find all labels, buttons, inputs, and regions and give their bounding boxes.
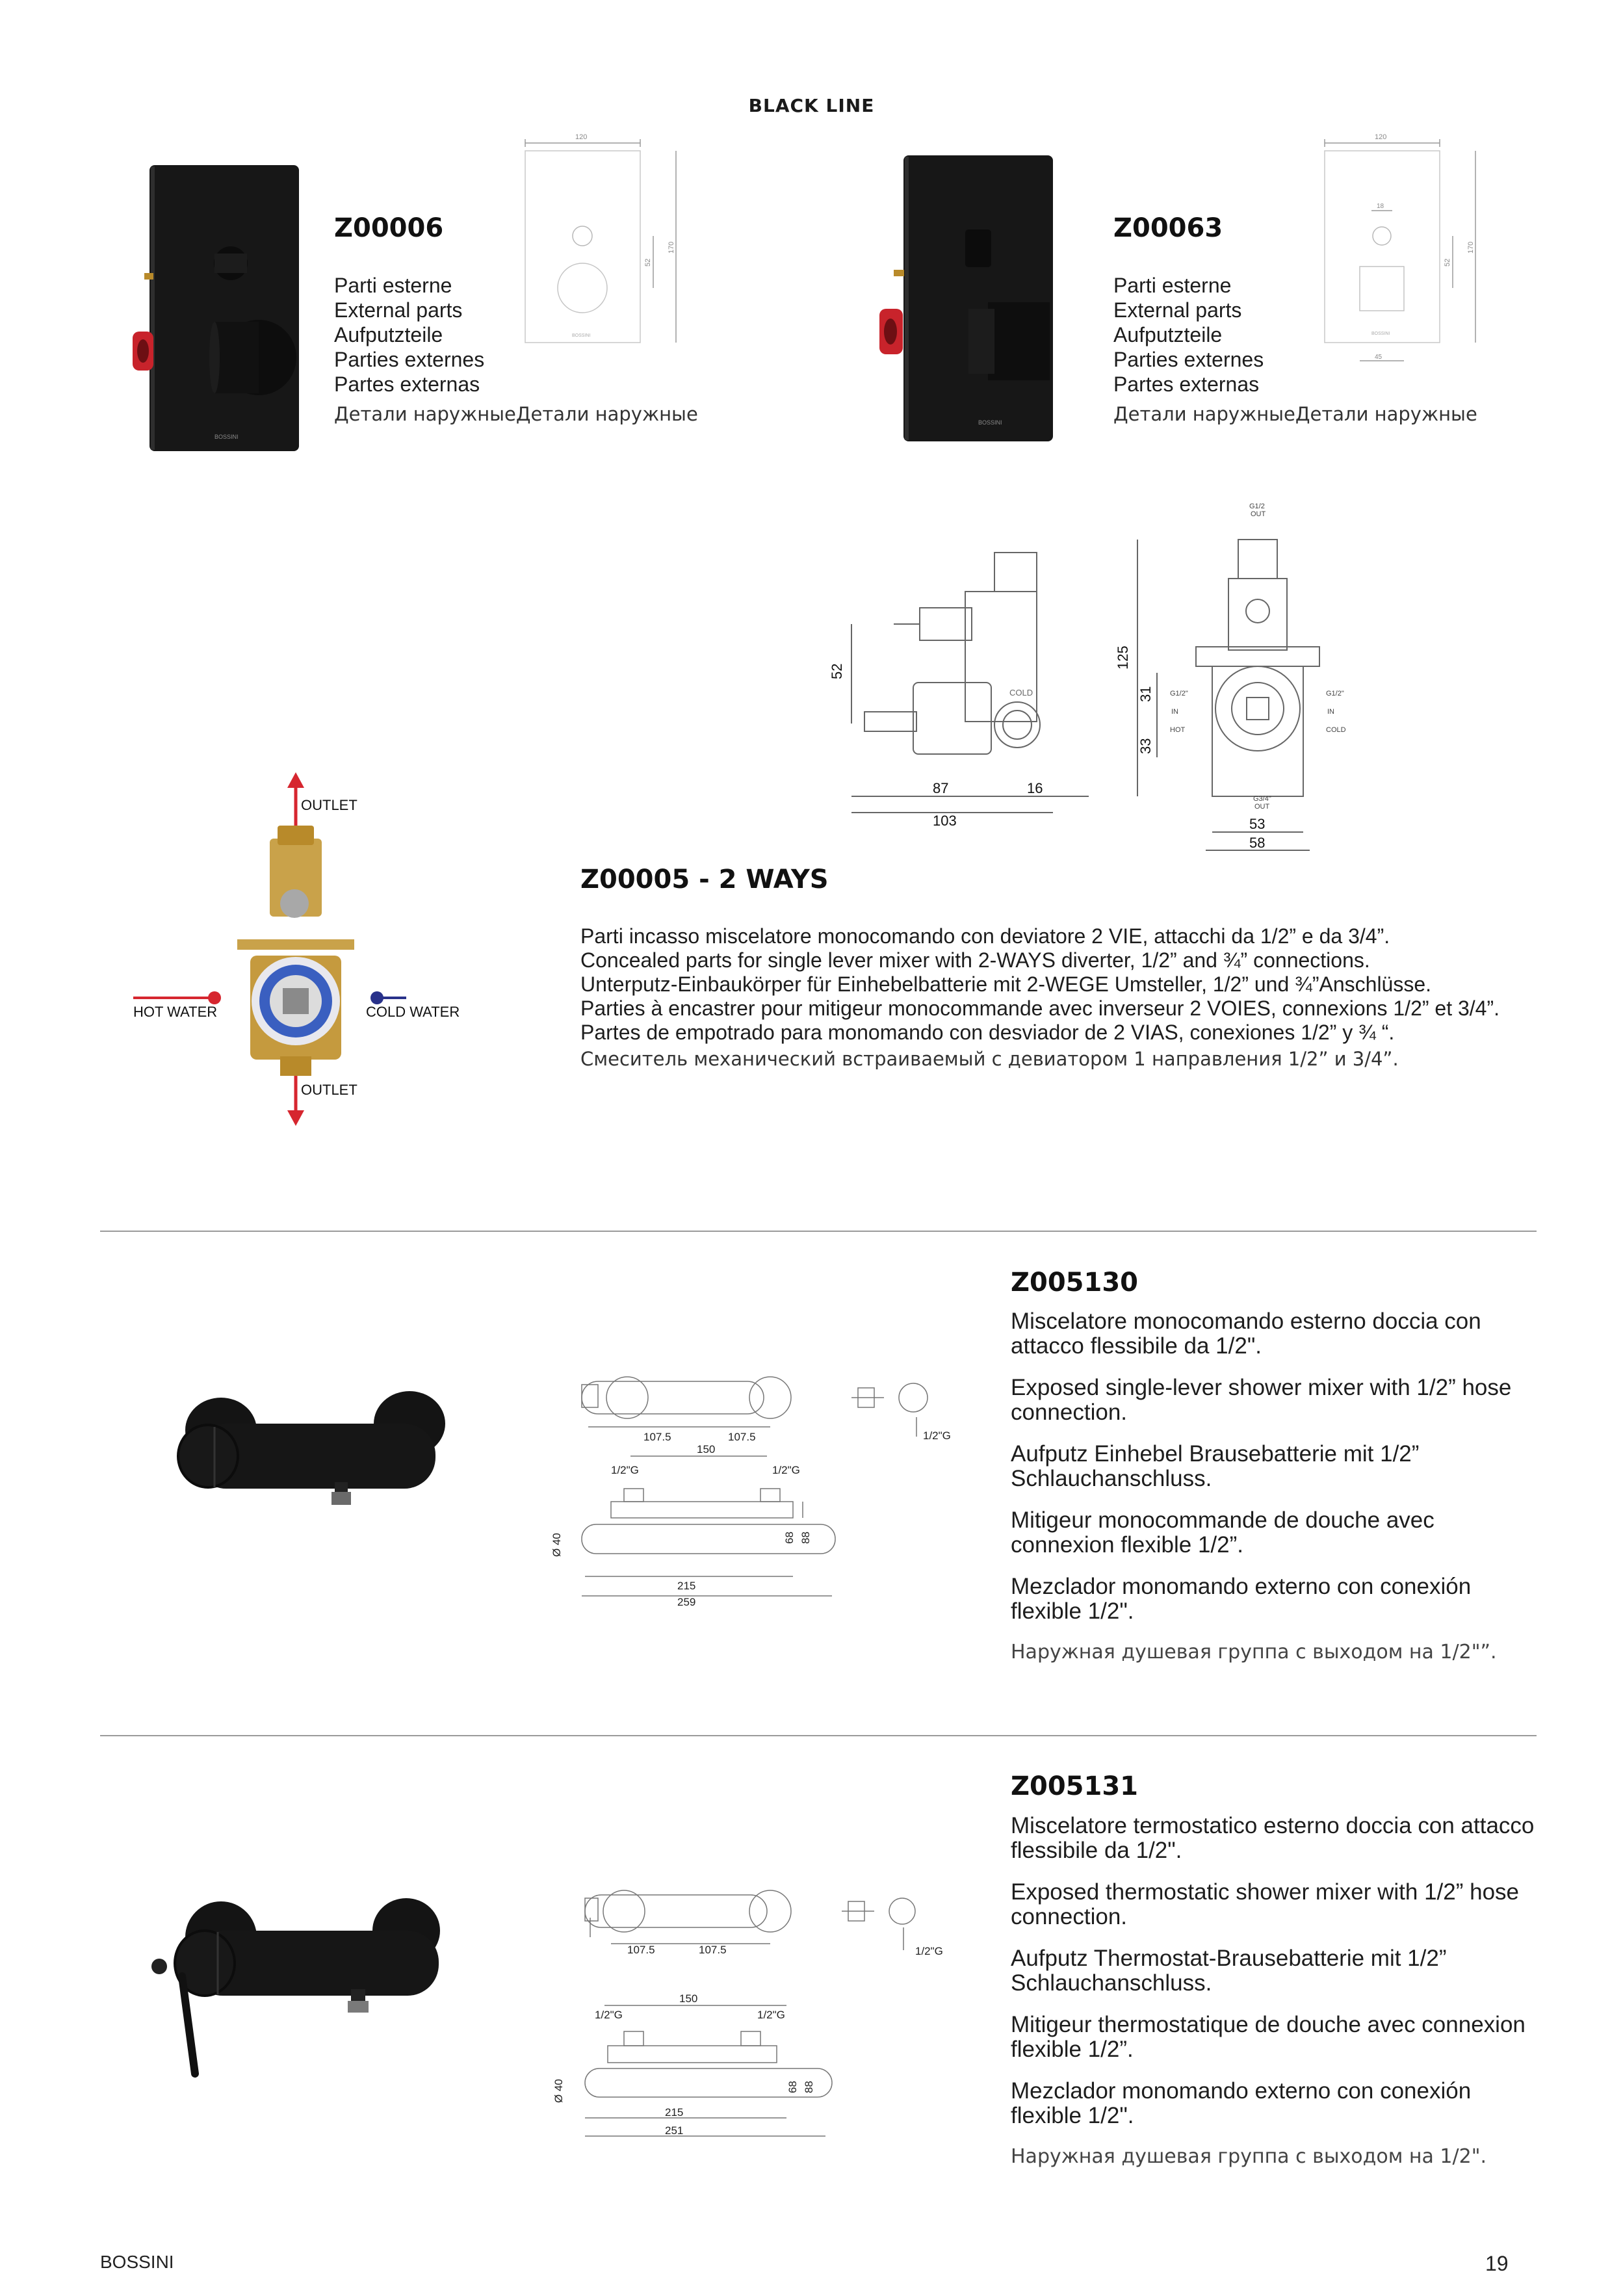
z00005-title: Z00005 - 2 WAYS bbox=[580, 865, 829, 894]
outlet-bottom-label: OUTLET bbox=[301, 1082, 357, 1098]
dimension-drawing-z005131 bbox=[546, 1872, 962, 2145]
outlet-top-label: OUTLET bbox=[301, 797, 357, 813]
z00005-line: Concealed parts for single lever mixer with 2-WAYS diverter, 1/2” and ¾” connections. bbox=[580, 948, 1370, 972]
dim-text: 1/2"G bbox=[772, 1464, 800, 1476]
product-code: Z005131 bbox=[1011, 1771, 1138, 1801]
description-block: Aufputz Thermostat-Brausebatterie mit 1/2” Schlauchanschluss. bbox=[1011, 1946, 1447, 1996]
dim-text: 33 bbox=[1137, 738, 1154, 754]
dim-text: 150 bbox=[679, 1992, 698, 2005]
description-block: Aufputz Einhebel Brausebatterie mit 1/2” Schlauchanschluss. bbox=[1011, 1441, 1420, 1491]
dim-text: 53 bbox=[1249, 816, 1266, 832]
dim-text: 88 bbox=[803, 2081, 815, 2093]
product-code: Z00006 bbox=[334, 213, 444, 243]
dim-text: OUT bbox=[1251, 510, 1266, 518]
product-line: External parts bbox=[334, 298, 463, 322]
dim-text: G3/4" bbox=[1253, 795, 1271, 803]
product-code: Z005130 bbox=[1011, 1268, 1138, 1298]
description-block: Exposed thermostatic shower mixer with 1/2” hose connection. bbox=[1011, 1879, 1519, 1929]
dim-text: HOT bbox=[1170, 726, 1186, 734]
product-russian-text: Детали наружныеДетали наружные bbox=[334, 403, 698, 425]
z00005-line: Parti incasso miscelatore monocomando con deviatore 2 VIE, attacchi da 1/2” e da 3/4”. bbox=[580, 924, 1390, 948]
dim-text: 120 bbox=[575, 133, 588, 141]
product-image-z00006 bbox=[130, 163, 318, 455]
dim-text: 259 bbox=[677, 1596, 696, 1608]
dim-text: 68 bbox=[786, 2081, 799, 2093]
product-line: Partes externas bbox=[1113, 372, 1260, 396]
dim-text: IN bbox=[1327, 708, 1334, 716]
dim-text: 52 bbox=[829, 663, 845, 679]
dim-text: 18 bbox=[1377, 203, 1384, 210]
dim-text: 107.5 bbox=[728, 1431, 756, 1443]
dim-text: G1/2" bbox=[1170, 690, 1188, 698]
product-image-z00063 bbox=[874, 153, 1069, 445]
dimension-drawing-z005130 bbox=[546, 1362, 962, 1615]
dim-text: G1/2" bbox=[1326, 690, 1344, 698]
product-line: Parties externes bbox=[334, 348, 485, 371]
description-block: Mezclador monomando externo con conexión flexible 1/2". bbox=[1011, 1574, 1472, 1624]
dim-text: 170 bbox=[668, 241, 675, 254]
description-block: Mitigeur thermostatique de douche avec connexion flexible 1/2”. bbox=[1011, 2012, 1526, 2062]
dim-text: 87 bbox=[933, 780, 949, 796]
concealed-side-drawing bbox=[829, 540, 1089, 832]
product-line: Parties externes bbox=[1113, 348, 1264, 371]
svg-text:BOSSINI: BOSSINI bbox=[978, 419, 1002, 426]
dim-text: 107.5 bbox=[627, 1944, 655, 1956]
product-image-z005131 bbox=[127, 1885, 504, 2080]
dim-text: 52 bbox=[1444, 258, 1451, 267]
dim-brand: BOSSINI bbox=[572, 333, 591, 338]
dim-text: 125 bbox=[1115, 646, 1131, 670]
dim-text: G1/2 bbox=[1249, 502, 1265, 510]
dim-text: Ø 40 bbox=[552, 2079, 565, 2103]
dim-text: OUT bbox=[1254, 803, 1270, 811]
divider bbox=[100, 1735, 1537, 1736]
concealed-front-drawing bbox=[1098, 494, 1365, 871]
divider bbox=[100, 1231, 1537, 1232]
dim-brand: BOSSINI bbox=[1371, 332, 1390, 336]
dim-text: 1/2"G bbox=[595, 2009, 623, 2021]
dim-text: 170 bbox=[1467, 241, 1475, 254]
dim-text: 1/2"G bbox=[923, 1429, 951, 1442]
cold-water-label: COLD WATER bbox=[366, 1004, 460, 1020]
product-line: Partes externas bbox=[334, 372, 480, 396]
description-russian: Наружная душевая группа с выходом на 1/2". bbox=[1011, 2145, 1487, 2168]
dim-text: 215 bbox=[665, 2106, 684, 2119]
dim-text: 107.5 bbox=[643, 1431, 671, 1443]
product-russian-text: Детали наружныеДетали наружные bbox=[1113, 403, 1477, 425]
description-block: Mitigeur monocommande de douche avec connexion flexible 1/2”. bbox=[1011, 1507, 1435, 1558]
hot-water-label: HOT WATER bbox=[133, 1004, 218, 1020]
dim-text: 103 bbox=[933, 813, 957, 829]
dim-text: 1/2"G bbox=[757, 2009, 785, 2021]
dim-text: 215 bbox=[677, 1580, 696, 1592]
description-russian: Наружная душевая группа с выходом на 1/2"”. bbox=[1011, 1641, 1497, 1663]
dimension-drawing-z00063 bbox=[1319, 130, 1495, 377]
dim-text: 107.5 bbox=[699, 1944, 727, 1956]
z00005-line: Unterputz-Einbaukörper für Einhebelbatterie mit 2-WEGE Umsteller, 1/2” und ¾”Anschlüsse. bbox=[580, 972, 1432, 996]
dim-text: 31 bbox=[1137, 686, 1154, 702]
dim-text: 68 bbox=[783, 1532, 796, 1544]
dim-text: COLD bbox=[1009, 688, 1033, 698]
dimension-drawing-z00006 bbox=[520, 130, 695, 351]
dim-text: 120 bbox=[1375, 133, 1387, 141]
dim-text: Ø 40 bbox=[551, 1533, 563, 1557]
dim-text: 1/2"G bbox=[611, 1464, 639, 1476]
z00005-russian: Смеситель механический встраиваемый с девиатором 1 направления 1/2” и 3/4”. bbox=[580, 1048, 1399, 1070]
page-header: BLACK LINE bbox=[748, 95, 875, 116]
product-line: External parts bbox=[1113, 298, 1242, 322]
description-block: Exposed single-lever shower mixer with 1/2” hose connection. bbox=[1011, 1375, 1512, 1425]
product-line: Aufputzteile bbox=[1113, 323, 1223, 346]
product-code: Z00063 bbox=[1113, 213, 1223, 243]
product-line: Aufputzteile bbox=[334, 323, 443, 346]
dim-text: COLD bbox=[1326, 726, 1346, 734]
product-line: Parti esterne bbox=[1113, 274, 1232, 297]
description-block: Mezclador monomando externo con conexión flexible 1/2". bbox=[1011, 2078, 1472, 2128]
description-block: Miscelatore termostatico esterno doccia con attacco flessibile da 1/2". bbox=[1011, 1813, 1535, 1863]
dim-text: 58 bbox=[1249, 835, 1266, 851]
dim-text: 150 bbox=[697, 1443, 716, 1455]
dim-text: 52 bbox=[644, 258, 652, 267]
dim-text: 16 bbox=[1027, 780, 1043, 796]
svg-text:BOSSINI: BOSSINI bbox=[214, 434, 239, 440]
dim-text: IN bbox=[1171, 708, 1178, 716]
product-line: Parti esterne bbox=[334, 274, 452, 297]
dim-text: 1/2"G bbox=[915, 1945, 943, 1957]
description-block: Miscelatore monocomando esterno doccia con attacco flessibile da 1/2". bbox=[1011, 1309, 1481, 1359]
dim-text: 251 bbox=[665, 2124, 684, 2137]
z00005-line: Parties à encastrer pour mitigeur monocommande avec inverseur 2 VOIES, connexions 1/2” et 3/4”. bbox=[580, 997, 1500, 1020]
z00005-line: Partes de empotrado para monomando con desviador de 2 VIAS, conexiones 1/2” y ¾ “. bbox=[580, 1021, 1395, 1044]
footer-brand: BOSSINI bbox=[100, 2252, 174, 2272]
dim-text: 45 bbox=[1375, 354, 1383, 361]
flow-diagram bbox=[127, 767, 406, 1131]
page-number: 19 bbox=[1485, 2252, 1509, 2275]
dim-text: 88 bbox=[799, 1532, 812, 1544]
product-image-z005130 bbox=[123, 1385, 500, 1534]
